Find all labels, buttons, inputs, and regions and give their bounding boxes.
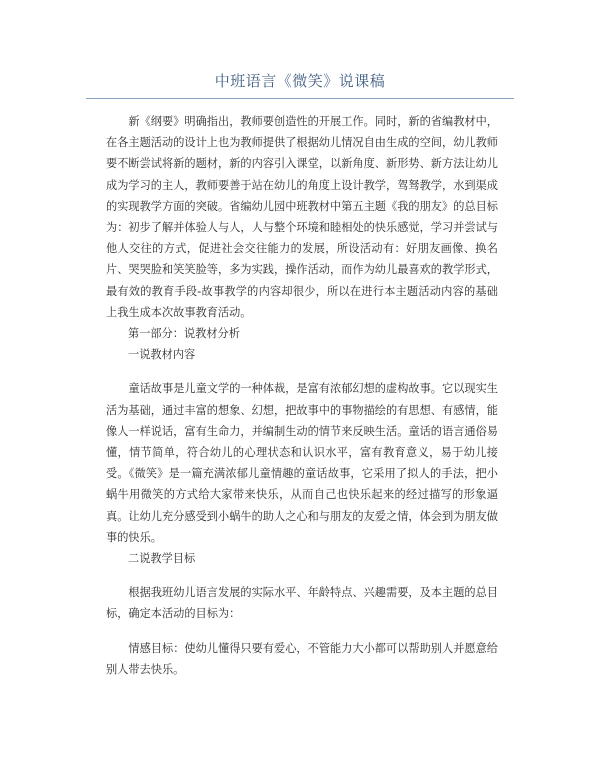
section2-heading: 二说教学目标 xyxy=(128,552,196,566)
emotion-goal-paragraph: 情感目标：使幼儿懂得只要有爱心，不管能力大小都可以帮助别人并愿意给别人带去快乐。 xyxy=(106,641,498,676)
section1-heading: 一说教材内容 xyxy=(128,348,196,362)
title-divider xyxy=(86,98,514,99)
intro-paragraph: 新《纲要》明确指出，教师要创造性的开展工作。同时，新的省编教材中，在各主题活动的设计上也为教师提供了根据幼儿情况自由生成的空间，幼儿教师要不断尝试将新的题材，新的内容引入课堂，以新角度、新形势、新方法让幼儿成为学习的主人，教师要善于站在幼儿的角度上设计教学，驾驽教学，水到渠成的实现教学方面的突破。省编幼儿园中班教材中第五主题《我的朋友》的总目标为：初步了解并体验人与人，人与整个环境和睦相处的快乐感觉，学习并尝试与他人交往的方式，促进社会交往能力的发展，所设活动有：好朋友画像、换名片、哭哭脸和笑笑脸等，多为实践，操作活动，而作为幼儿最喜欢的教学形式，最有效的教育手段-故事教学的内容却很少，所以在进行本主题活动内容的基础上我生成本次故事教育活动。 xyxy=(106,115,498,319)
part1-heading: 第一部分：说教材分析 xyxy=(128,327,240,341)
section1-paragraph: 童话故事是儿童文学的一种体裁，是富有浓郁幻想的虚构故事。它以现实生活为基础，通过丰富的想象、幻想，把故事中的事物描绘的有思想、有感情，能像人一样说话，富有生命力，并编制生动的情节来反映生活。童话的语言通俗易懂，情节简单，符合幼儿的心理状态和认识水平，富有教育意义，易于幼儿接受。《微笑》是一篇充满浓郁儿童情趣的童话故事，它采用了拟人的手法，把小蜗牛用微笑的方式给大家带来快乐，从而自己也快乐起来的经过描写的形象逼真。让幼儿充分感受到小蜗牛的助人之心和与朋友的友爱之情，体会到为朋友做事的快乐。 xyxy=(106,382,498,544)
section2-paragraph: 根据我班幼儿语言发展的实际水平、年龄特点、兴趣需要，及本主题的总目标，确定本活动的目标为： xyxy=(106,586,498,621)
document-body xyxy=(106,111,498,680)
document-title: 中班语言《微笑》说课稿 xyxy=(214,72,386,90)
